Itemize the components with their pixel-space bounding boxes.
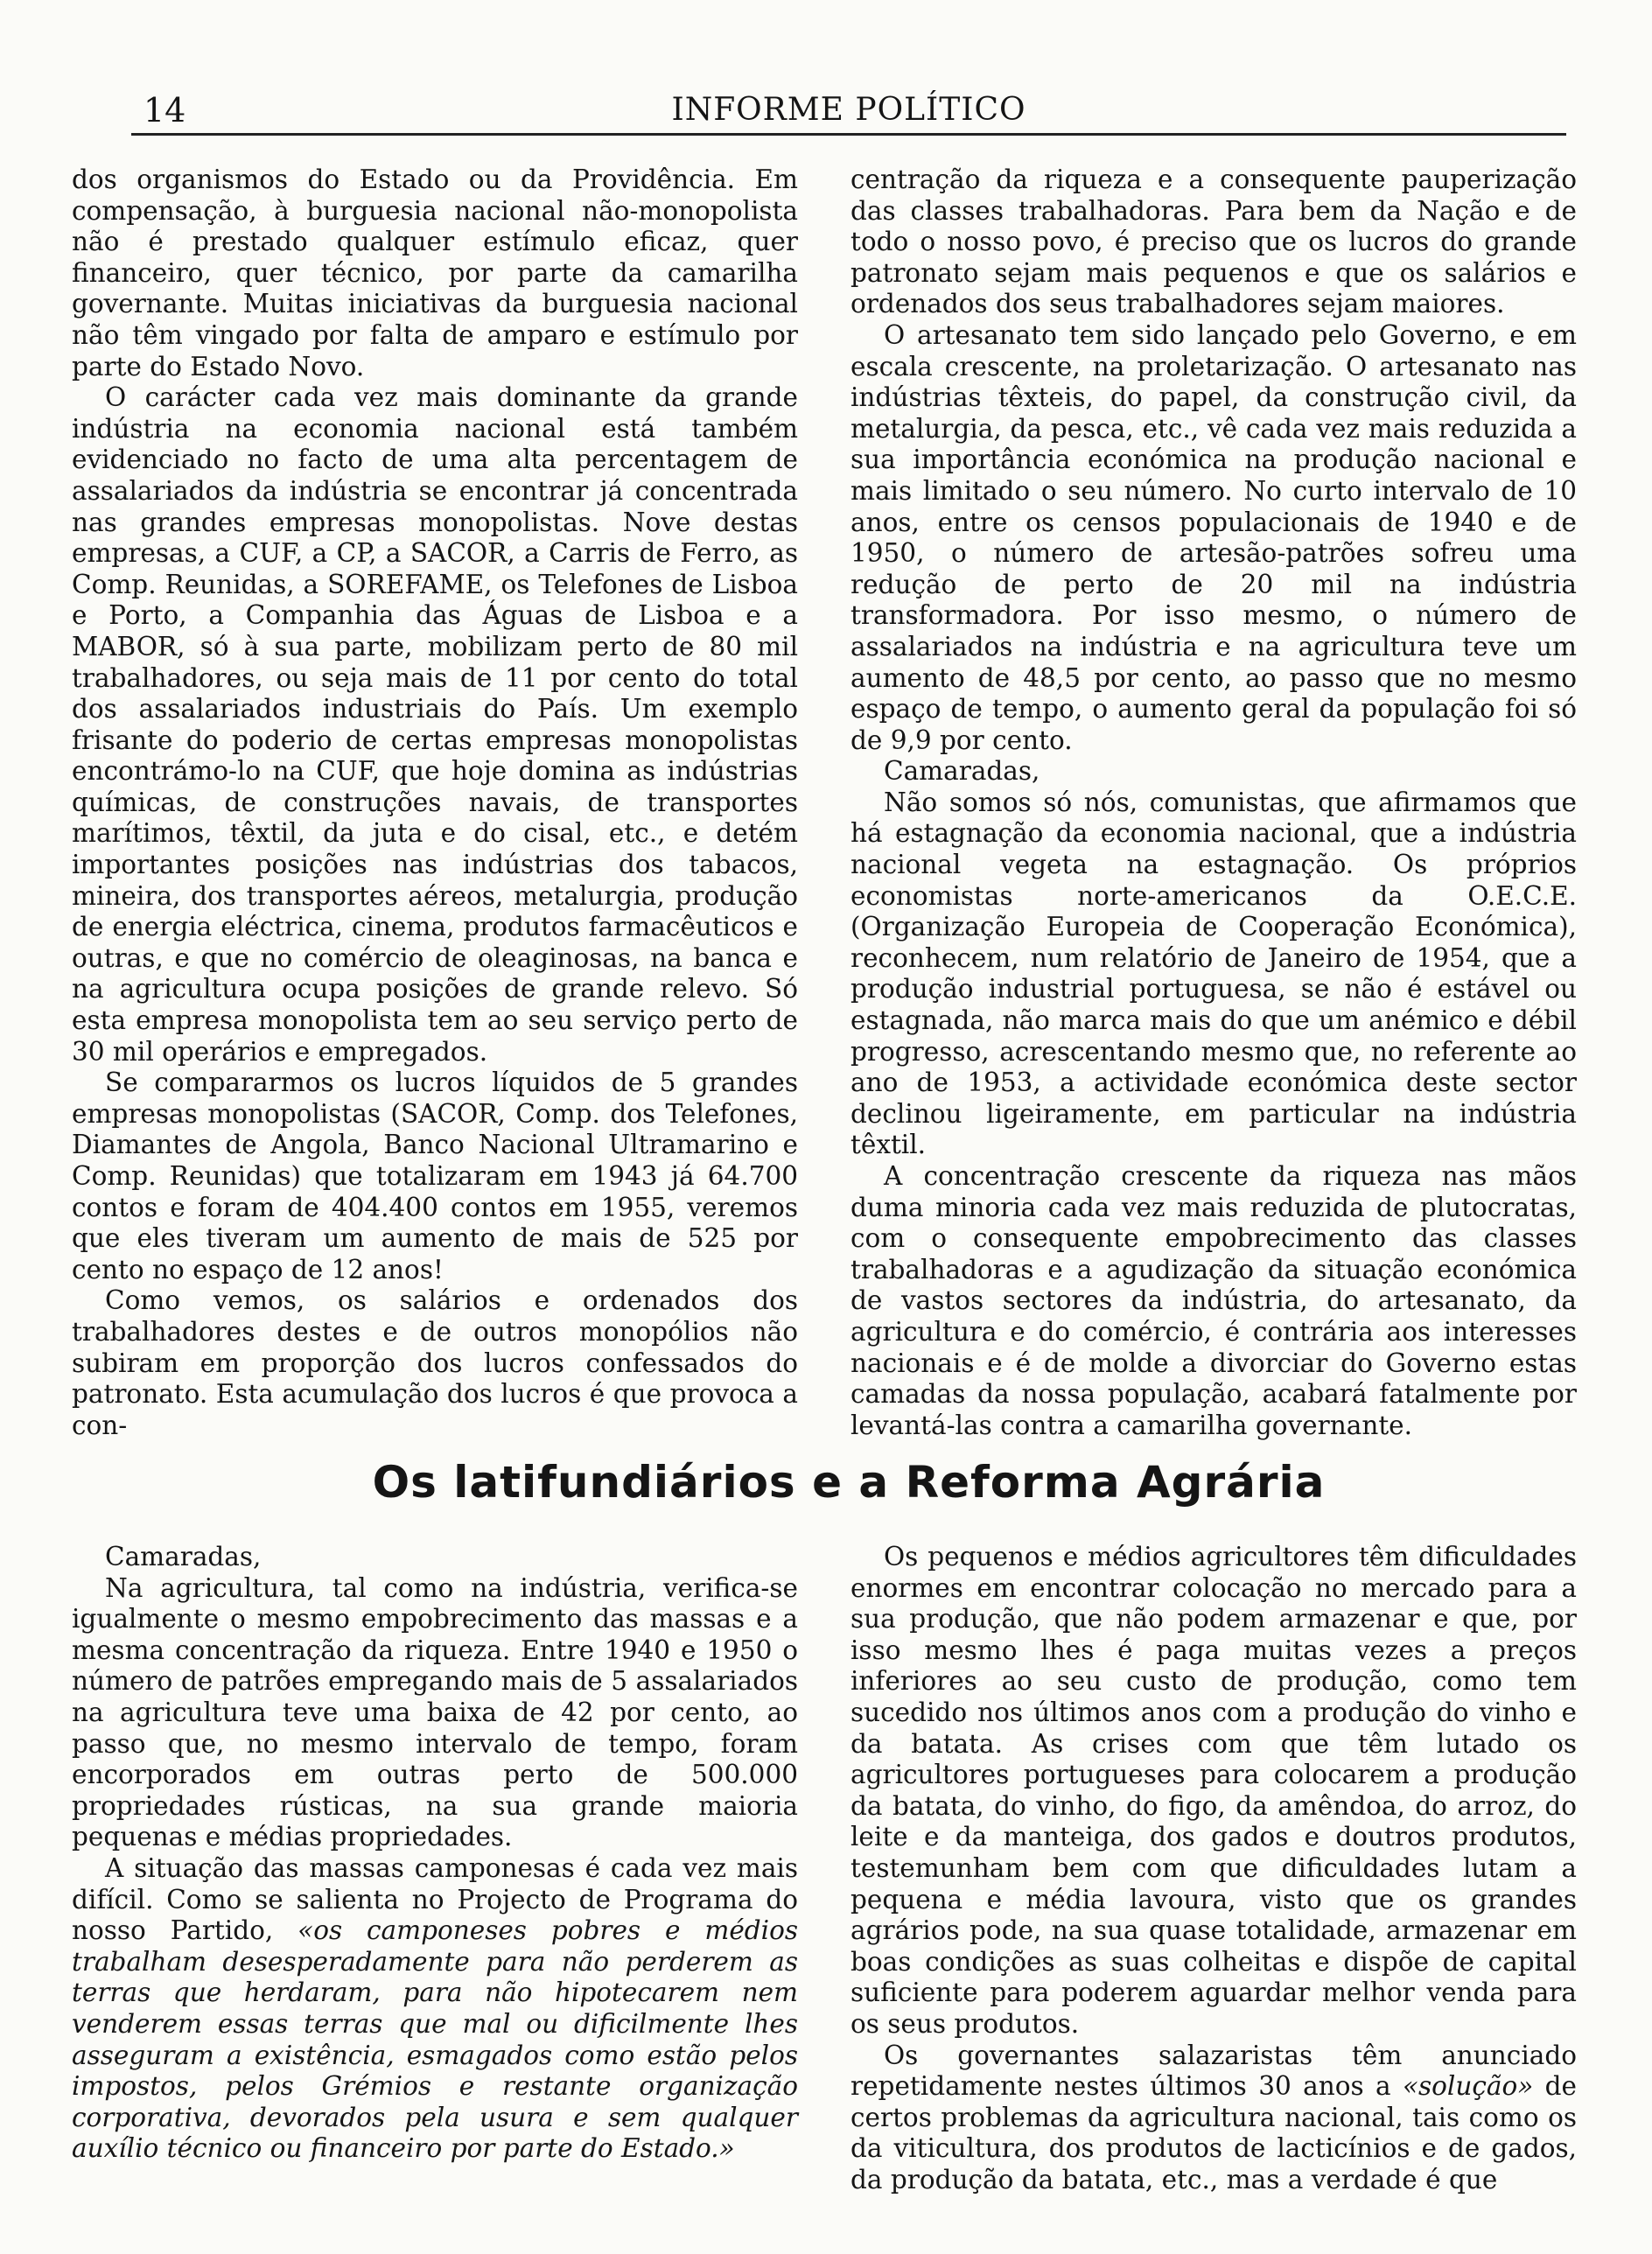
article1-left-column bbox=[72, 164, 798, 1441]
solution-quote: «solução» bbox=[1402, 2071, 1534, 2102]
paragraph-tail: de certos problemas da agricultura nacional, tais como os da viticultura, dos produtos de lacticínios e de gados, da produção da batata, etc., mas a verdade é que bbox=[850, 2071, 1577, 2194]
paragraph: dos organismos do Estado ou da Providência. Em compensação, à burguesia nacional não-monopolista não é prestado qualquer estímulo eficaz, quer financeiro, quer técnico, por parte da camarilha governante. Muitas iniciativas da burguesia nacional não têm vingado por falta de amparo e estímulo por parte do Estado Novo. bbox=[72, 164, 798, 382]
paragraph: centração da riqueza e a consequente pauperização das classes trabalhadoras. Para bem da Nação e de todo o nosso povo, é preciso que os lucros do grande patronato sejam mais pequenos e que os salários e ordenados dos seus trabalhadores sejam maiores. bbox=[850, 164, 1577, 319]
paragraph-lead: Os governantes salazaristas têm anunciado repetidamente nestes últimos 30 anos a bbox=[850, 2040, 1577, 2102]
salutation: Camaradas, bbox=[884, 756, 1040, 787]
paragraph bbox=[850, 2040, 1577, 2196]
article2-right-column bbox=[850, 1542, 1577, 2195]
paragraph: O artesanato tem sido lançado pelo Governo, e em escala crescente, na proletarização. O artesanato nas indústrias têxteis, do papel, da construção civil, da metalurgia, da pesca, etc., vê cada vez mais reduzida a sua importância económica na produção nacional e mais limitado o seu número. No curto intervalo de 10 anos, entre os censos populacionais de 1940 e de 1950, o número de artesão-patrões sofreu uma redução de perto de 20 mil na indústria transformadora. Por isso mesmo, o número de assalariados na indústria e na agricultura teve um aumento de 48,5 por cento, ao passo que no mesmo espaço de tempo, o aumento geral da população foi só de 9,9 por cento. bbox=[850, 319, 1577, 755]
section-heading: Os latifundiários e a Reforma Agrária bbox=[372, 1457, 1326, 1508]
program-quote: «os camponeses pobres e médios trabalham desesperadamente para não perderem as terras que herdaram, para não hipotecarem nem venderem essas terras que mal ou dificilmente lhes asseguram a existência, esmagados como estão pelos impostos, pelos Grémios e restante organização corporativa, devorados pela usura e sem qualquer auxílio técnico ou financeiro por parte do Estado.» bbox=[72, 1915, 799, 2164]
paragraph: Se compararmos os lucros líquidos de 5 grandes empresas monopolistas (SACOR, Comp. dos Telefones, Diamantes de Angola, Banco Nacional Ultramarino e Comp. Reunidas) que totalizaram em 1943 já 64.700 contos e foram de 404.400 contos em 1955, veremos que eles tiveram um aumento de mais de 525 por cento no espaço de 12 anos! bbox=[72, 1068, 798, 1284]
paragraph: Os pequenos e médios agricultores têm dificuldades enormes em encontrar colocação no mercado para a sua produção, que não podem armazenar e que, por isso mesmo lhes é paga muitas vezes a preços inferiores ao seu custo de produção, como tem sucedido nos últimos anos com a produção do vinho e da batata. As crises com que têm lutado os agricultores portugueses para colocarem a produção da batata, do vinho, do figo, da amêndoa, do arroz, do leite e da manteiga, dos gados e doutros produtos, testemunham bem com que dificuldades lutam a pequena e média lavoura, visto que os grandes agrários pode, na sua quase totalidade, armazenar em boas condições as suas colheitas e dispõe de capital suficiente para poderem aguardar melhor venda para os seus produtos. bbox=[850, 1542, 1577, 2039]
paragraph bbox=[72, 1853, 798, 2165]
page-number: 14 bbox=[144, 91, 186, 130]
paragraph: Não somos só nós, comunistas, que afirmamos que há estagnação da economia nacional, que a indústria nacional vegeta na estagnação. Os próprios economistas norte-americanos da O.E.C.E. (Organização Europeia de Cooperação Económica), reconhecem, num relatório de Janeiro de 1954, que a produção industrial portuguesa, se não é estável ou estagnada, não marca mais do que um anémico e débil progresso, acrescentando mesmo que, no referente ao ano de 1953, a actividade económica deste sector declinou ligeiramente, em particular na indústria têxtil. bbox=[850, 787, 1577, 1160]
running-title: INFORME POLÍTICO bbox=[671, 92, 1026, 128]
paragraph: O carácter cada vez mais dominante da grande indústria na economia nacional está também evidenciado no facto de uma alta percentagem de assalariados da indústria se encontrar já concentrada nas grandes empresas monopolistas. Nove destas empresas, a CUF, a CP, a SACOR, a Carris de Ferro, as Comp. Reunidas, a SOREFAME, os Telefones de Lisboa e Porto, a Companhia das Águas de Lisboa e a MABOR, só à sua parte, mobilizam perto de 80 mil trabalhadores, ou seja mais de 11 por cento do total dos assalariados industriais do País. Um exemplo frisante do poderio de certas empresas monopolistas encontrámo-lo na CUF, que hoje domina as indústrias químicas, de construções navais, de transportes marítimos, têxtil, da juta e do cisal, etc., e detém importantes posições nas indústrias dos tabacos, mineira, dos transportes aéreos, metalurgia, produção de energia eléctrica, cinema, produtos farmacêuticos e outras, e que no comércio de oleaginosas, na banca e na agricultura ocupa posições de grande relevo. Só esta empresa monopolista tem ao seu serviço perto de 30 mil operários e empregados. bbox=[72, 382, 798, 1067]
paragraph: A concentração crescente da riqueza nas mãos duma minoria cada vez mais reduzida de plutocratas, com o consequente empobrecimento das classes trabalhadoras e a agudização da situação económica de vastos sectores da indústria, do artesanato, da agricultura e do comércio, é contrária aos interesses nacionais e é de molde a divorciar do Governo estas camadas da nossa população, acabará fatalmente por levantá-las contra a camarilha governante. bbox=[850, 1161, 1577, 1440]
article2-left-column bbox=[72, 1542, 798, 2165]
paragraph: Na agricultura, tal como na indústria, verifica-se igualmente o mesmo empobrecimento das massas e a mesma concentração da riqueza. Entre 1940 e 1950 o número de patrões empregando mais de 5 assalariados na agricultura teve uma baixa de 42 por cento, ao passo que, no mesmo intervalo de tempo, foram encorporados em outras perto de 500.000 propriedades rústicas, na sua grande maioria pequenas e médias propriedades. bbox=[72, 1572, 798, 1852]
paragraph: Como vemos, os salários e ordenados dos trabalhadores destes e de outros monopólios não subiram em proporção dos lucros confessados do patronato. Esta acumulação dos lucros é que provoca a con- bbox=[72, 1285, 798, 1440]
article1-right-column bbox=[850, 164, 1577, 1441]
header-rule bbox=[131, 133, 1566, 136]
salutation: Camaradas, bbox=[105, 1542, 262, 1572]
paragraph-lead: A situação das massas camponesas é cada vez mais difícil. Como se salienta no Projecto de Programa do nosso Partido, bbox=[72, 1852, 798, 1946]
page-header bbox=[131, 88, 1566, 136]
